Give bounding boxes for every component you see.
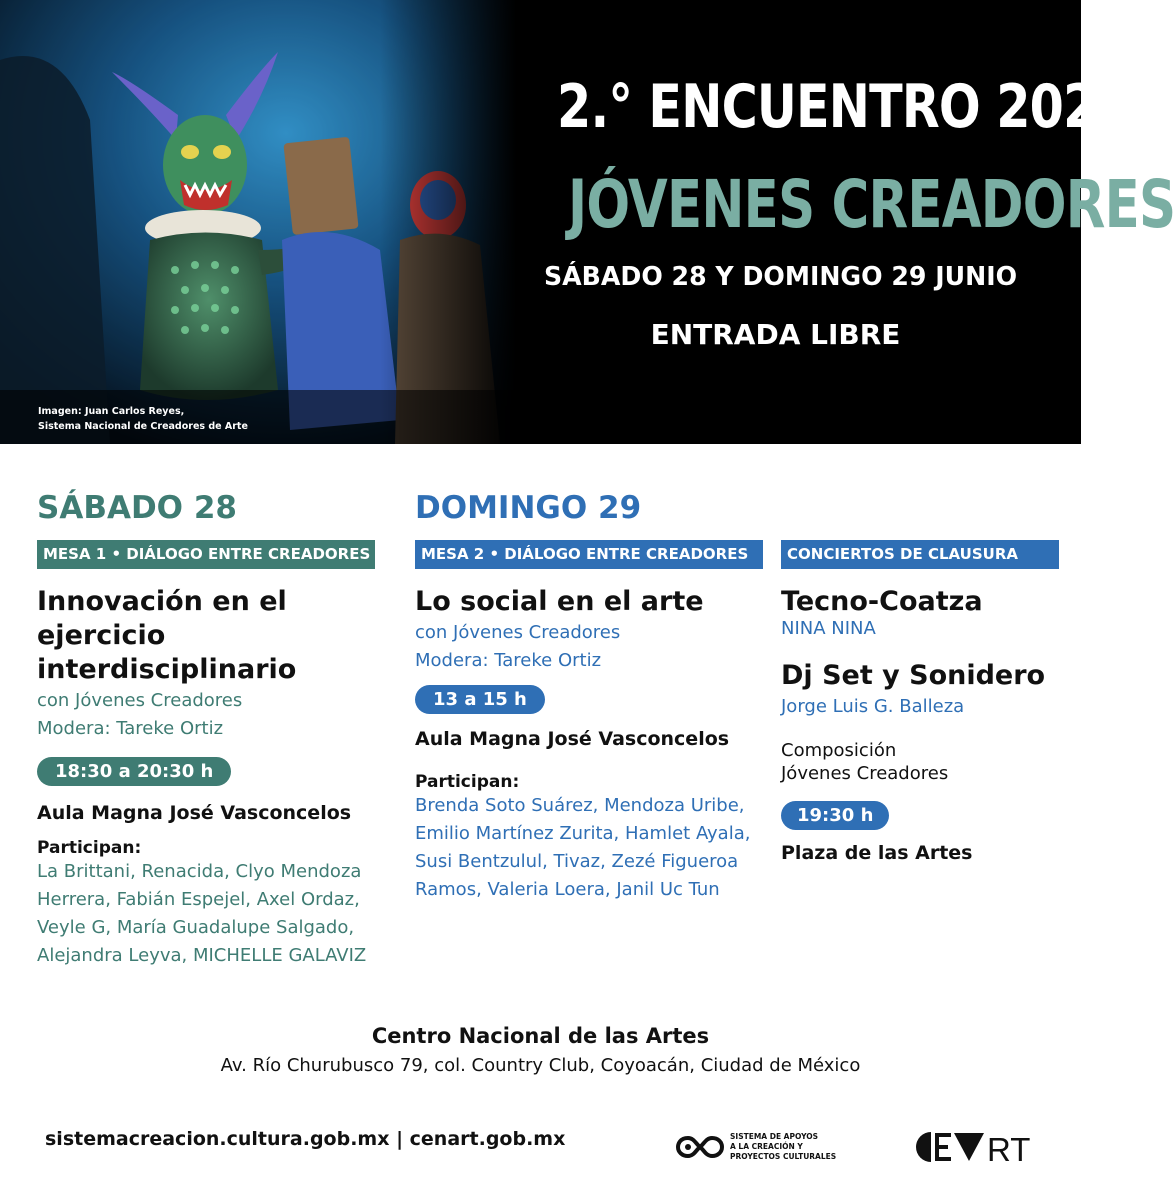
sunday-heading: DOMINGO 29 (415, 490, 642, 526)
participants-line: Veyle G, María Guadalupe Salgado, (37, 917, 355, 938)
hero-banner (0, 0, 1175, 444)
act-2-title: Dj Set y Sonidero (781, 660, 1046, 691)
participants-line: Herrera, Fabián Espejel, Axel Ordaz, (37, 889, 360, 910)
talk-moderator: Modera: Tareke Ortiz (415, 650, 602, 671)
participants-line: Ramos, Valeria Loera, Janil Uc Tun (415, 879, 720, 900)
sacpc-text (730, 1132, 836, 1162)
talk-with: con Jóvenes Creadores (415, 622, 621, 643)
participants-line: La Brittani, Renacida, Clyo Mendoza (37, 861, 362, 882)
svg-text:RT: RT (987, 1131, 1031, 1168)
sunday-details (415, 585, 765, 904)
participants-label: Participan: (415, 772, 520, 792)
sacpc-logo (676, 1132, 866, 1164)
mesa-2-tag: MESA 2 • DIÁLOGO ENTRE CREADORES (415, 540, 763, 569)
participants-list (415, 792, 765, 904)
free-entry: ENTRADA LIBRE (650, 318, 901, 351)
participants-line: Emilio Martínez Zurita, Hamlet Ayala, (415, 823, 751, 844)
sacpc-line-3: PROYECTOS CULTURALES (730, 1152, 837, 1161)
photo-fade (380, 0, 540, 444)
composition-line-1: Composición (781, 740, 897, 761)
participants-line: Alejandra Leyva, MICHELLE GALAVIZ (37, 945, 367, 966)
event-dates: SÁBADO 28 Y DOMINGO 29 JUNIO (543, 262, 1018, 292)
saturday-column (37, 490, 382, 534)
saturday-details (37, 585, 382, 970)
website-links[interactable]: sistemacreacion.cultura.gob.mx | cenart.gob.mx (45, 1128, 566, 1150)
act-2-artist: Jorge Luis G. Balleza (781, 696, 965, 717)
mesa-1-tag: MESA 1 • DIÁLOGO ENTRE CREADORES (37, 540, 375, 569)
cenart-logo (914, 1130, 1049, 1168)
saturday-heading: SÁBADO 28 (37, 490, 237, 526)
participants-line: Brenda Soto Suárez, Mendoza Uribe, (415, 795, 745, 816)
time-badge: 13 a 15 h (415, 685, 545, 714)
concerts-tag: CONCIERTOS DE CLAUSURA (781, 540, 1059, 569)
composition-line-2: Jóvenes Creadores (781, 763, 949, 784)
talk-title-line-3: interdisciplinario (37, 654, 297, 685)
talk-title: Lo social en el arte (415, 586, 704, 617)
photo-credit (38, 404, 248, 434)
infinity-logo-icon (676, 1132, 724, 1162)
participants-label: Participan: (37, 838, 142, 858)
time-badge: 18:30 a 20:30 h (37, 757, 231, 786)
talk-with: con Jóvenes Creadores (37, 690, 243, 711)
credit-line-2: Sistema Nacional de Creadores de Arte (38, 421, 248, 432)
sacpc-line-1: SISTEMA DE APOYOS (730, 1132, 819, 1141)
event-subtitle: JÓVENES CREADORES (567, 166, 1175, 243)
venue: Aula Magna José Vasconcelos (415, 728, 730, 750)
concerts-details (781, 585, 1061, 864)
act-1-title: Tecno-Coatza (781, 586, 983, 617)
venue: Plaza de las Artes (781, 842, 973, 864)
participants-list (37, 858, 382, 970)
act-1-artist: NINA NINA (781, 618, 876, 639)
talk-title-line-2: ejercicio (37, 620, 166, 651)
sunday-column (415, 490, 765, 534)
sacpc-line-2: A LA CREACIÓN Y (730, 1142, 803, 1151)
venue-name: Centro Nacional de las Artes (371, 1024, 710, 1048)
venue-address: Av. Río Churubusco 79, col. Country Club, Coyoacán, Ciudad de México (220, 1055, 861, 1076)
time-badge: 19:30 h (781, 801, 889, 830)
talk-title-line-1: Innovación en el (37, 586, 287, 617)
event-title: 2.° ENCUENTRO 2025 (557, 72, 1130, 142)
participants-line: Susi Bentzulul, Tivaz, Zezé Figueroa (415, 851, 739, 872)
venue: Aula Magna José Vasconcelos (37, 802, 352, 824)
talk-moderator: Modera: Tareke Ortiz (37, 718, 224, 739)
credit-line-1: Imagen: Juan Carlos Reyes, (38, 406, 185, 417)
